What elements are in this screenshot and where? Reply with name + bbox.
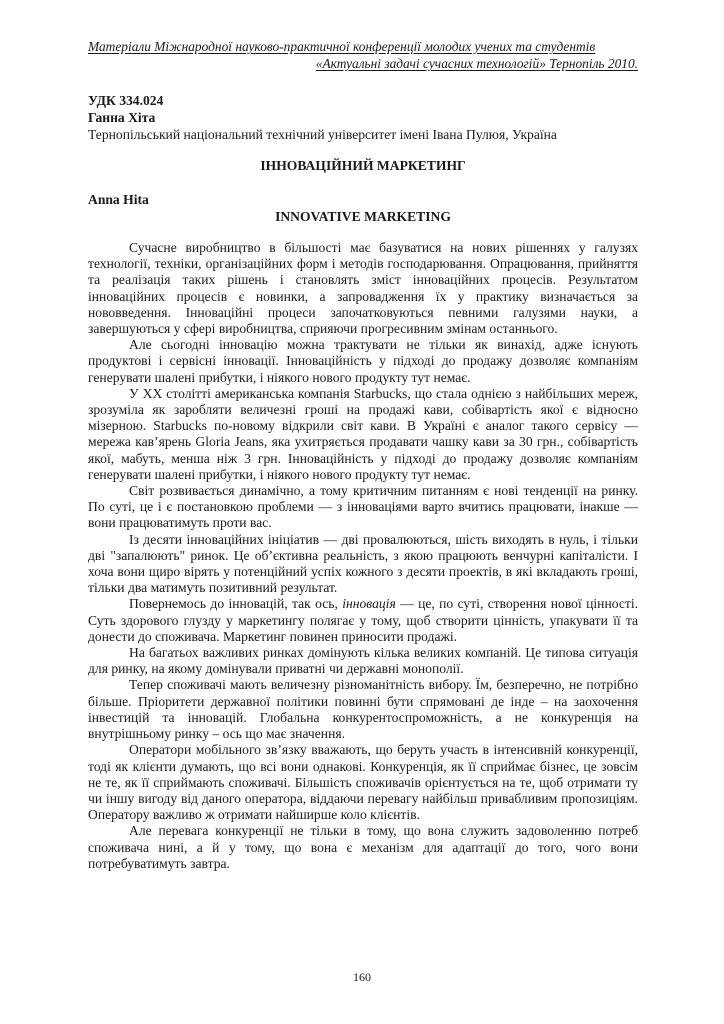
paragraph: Але сьогодні інновацію можна трактувати не тільки як винахід, адже існують продуктові і сервісні інновації. Інноваційність у підході до продажу дозволяє компаніям генерувати шалені прибутки, і ніякого нового продукту тут немає. [88, 337, 638, 385]
udc-code: УДК 334.024 [88, 93, 164, 108]
paragraph: Тепер споживачі мають величезну різноманітність вибору. Їм, безперечно, не потрібно більше. Пріоритети державної політики повинні бути спрямовані де інде – на заохочення інвестицій та інновацій. Глобальна конкурентоспроможність, а не конкуренція на внутрішньому ринку – ось що має значення. [88, 677, 638, 742]
article-body [88, 240, 638, 872]
paragraph: Оператори мобільного зв’язку вважають, що беруть участь в інтенсивній конкуренції, тоді як клієнти думають, що всі вони однакові. Конкуренція, як її сприймає бізнес, це зовсім не те, як її сприймають споживачі. Більшість споживачів орієнтується на те, щоб отримати ту чи іншу вигоду від даного оператора, віддаючи перевагу найбільш привабливим пропозиціям. Оператору важливо ж отримати найширше коло клієнтів. [88, 742, 638, 823]
paragraph: Світ розвивається динамічно, а тому критичним питанням є нові тенденції на ринку. По суті, це і є постановкою проблеми — з інноваціями варто вчитись працювати, інакше — вони працюватимуть проти вас. [88, 483, 638, 531]
article-title-ua: ІННОВАЦІЙНИЙ МАРКЕТИНГ [260, 158, 466, 173]
italic-term: інновація [342, 596, 396, 612]
paragraph: Із десяти інноваційних ініціатив — дві провалюються, шість виходять в нуль, і тільки дві "запалюють" ринок. Це об’єктивна реальність, з якою працюють венчурні капіталісти. І хоча вони щиро вірять у потенційний успіх кожного з десяти проектів, в які вкладають гроші, тільки два матимуть позитивний результат. [88, 531, 638, 596]
author-name-en: Anna Hita [88, 192, 149, 207]
author-name-ua: Ганна Хіта [88, 110, 156, 125]
paragraph: У XX столітті американська компанія Starbucks, що стала однією з найбільших мереж, зрозуміла як заробляти величезні гроші на продажі кави, собівартість якої є відносно мізерною. Starbucks по-новому відкрили світ кави. В Україні є аналог такого сервісу — мережа кав’ярень Gloria Jeans, яка ухитряється продавати чашку кави за 30 грн., собівартість якої, мабуть, менша ніж 3 грн. Інноваційність у підході до продажу дозволяє компаніям генерувати шалені прибутки, і ніякого нового продукту тут немає. [88, 385, 638, 482]
page-number: 160 [353, 970, 371, 984]
running-header [88, 38, 638, 72]
running-header-line-2: «Актуальні задачі сучасних технологій» Тернопіль 2010. [315, 56, 638, 71]
article-title-en: INNOVATIVE MARKETING [275, 209, 451, 224]
paragraph: На багатьох важливих ринках домінують кілька великих компаній. Це типова ситуація для ринку, на якому домінували приватні чи державні монополії. [88, 645, 638, 677]
paragraph-text-after: — це, по суті, створення нової цінності. Суть здорового глузду у маркетингу полягає у тому, щоб створити цінність, упакувати її та донести до споживача. Маркетинг повинен приносити продажі. [88, 596, 638, 644]
paragraph: Сучасне виробництво в більшості має базуватися на нових рішеннях у галузях технології, техніки, організаційних форм і методів господарювання. Опрацювання, прийняття та реалізація таких рішень і становлять зміст інноваційних процесів. Результатом інноваційних процесів є новинки, а запровадження їх у практику визначається за нововведення. Інноваційні процеси започатковуються певними галузями науки, а завершуються у сфері виробництва, сприяючи прогресивним змінам останнього. [88, 240, 638, 337]
running-header-line-1: Матеріали Міжнародної науково-практичної конференції молодих учених та студентів [88, 39, 596, 54]
author-affiliation: Тернопільський національний технічний університет імені Івана Пулюя, Україна [88, 127, 557, 142]
paragraph-with-italic-term [88, 596, 638, 645]
paragraph: Але перевага конкуренції не тільки в тому, що вона служить задоволенню потреб споживача нині, а й у тому, що вона є механізм для адаптації до того, чого вони потребуватимуть завтра. [88, 823, 638, 871]
paragraph-text-before: Повернемось до інновацій, так ось, [129, 596, 343, 612]
